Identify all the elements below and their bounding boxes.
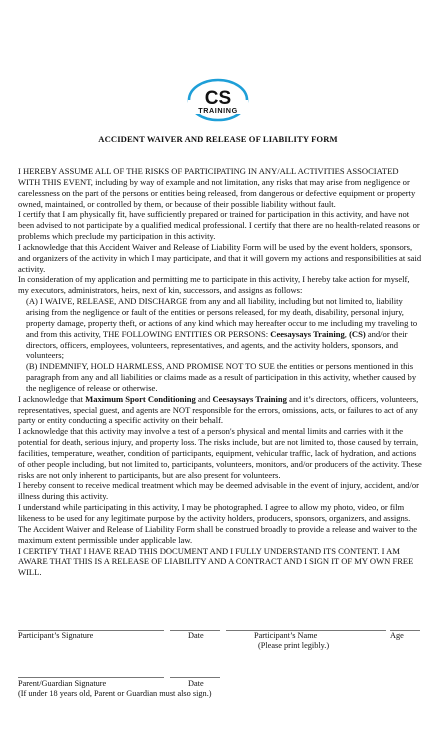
- guardian-note: (If under 18 years old, Parent or Guardian must also sign.): [18, 689, 212, 698]
- guardian-signature-label: Parent/Guardian Signature: [18, 679, 107, 688]
- clause-a-rest: and/or their directors, officers, employees, volunteers, representatives, and agents, and the activity holders, sponsors, and volunteers;: [26, 328, 408, 361]
- waiver-body: [18, 166, 422, 578]
- entity-name: Ceesaysays Training: [270, 328, 345, 339]
- logo-letters: CS: [204, 88, 232, 109]
- participant-signature-label: Participant’s Signature: [18, 631, 94, 640]
- paragraph-not-responsible: [18, 394, 422, 427]
- participant-name-label: Participant’s Name: [254, 631, 318, 640]
- logo-word: TRAINING: [198, 106, 238, 115]
- date-label-2: Date: [188, 679, 204, 688]
- paragraph-medical: I hereby consent to receive medical treatment which may be deemed advisable in the event of injury, accident, and/or illness during this activity.: [18, 480, 419, 502]
- guardian-signature-line[interactable]: [18, 677, 164, 678]
- p5-org2: Ceesaysays Training: [212, 393, 287, 404]
- date-line-2[interactable]: [170, 677, 220, 678]
- form-title: ACCIDENT WAIVER AND RELEASE OF LIABILITY FORM: [98, 134, 338, 144]
- p5-and: and: [195, 393, 213, 404]
- paragraph-construed: The Accident Waiver and Release of Liability Form shall be construed broadly to provide a release and waiver to the maximum extent permissible under applicable law.: [18, 523, 418, 545]
- cs-training-logo: [180, 70, 256, 124]
- paragraph-assume-risk: I HEREBY ASSUME ALL OF THE RISKS OF PARTICIPATING IN ANY/ALL ACTIVITIES ASSOCIATED WITH THIS EVENT, including by way of example and not limitation, any risks that may arise from negligence or carelessness on the part of the persons or entities being released, from dangerous or defective equipment or property owned, maintained, or controlled by them, or because of their possible liability without fault.: [18, 166, 416, 209]
- clause-b: (B) INDEMNIFY, HOLD HARMLESS, AND PROMISE NOT TO SUE the entities or persons mentioned in this paragraph from any and all liabilities or claims made as a result of participation in this activity, whether caused by the negligence of release or otherwise.: [26, 361, 417, 393]
- paragraph-consideration: In consideration of my application and permitting me to participate in this activity, I hereby take action for myself, my executors, administrators, heirs, next of kin, successors, and assigns as follows:: [18, 274, 410, 296]
- paragraph-fitness: I certify that I am physically fit, have sufficiently prepared or trained for participation in this activity, and have not been advised to not participate by a qualified medical professional. I certify that there are no health-related reasons or problems which preclude my participation in this activity.: [18, 209, 420, 242]
- clause-a: [18, 296, 422, 361]
- clause-a-sep: ,: [344, 328, 350, 339]
- p5-rest: and it’s directors, officers, volunteers, representatives, special guest, and agents are NOT responsible for the errors, omissions, acts, or failures to act of any party or entity conducting a specific activity on their behalf.: [18, 393, 419, 426]
- print-legibly-note: (Please print legibly.): [258, 641, 330, 650]
- age-label: Age: [390, 631, 404, 640]
- p5-start: I acknowledge that: [18, 393, 86, 404]
- paragraph-acknowledge-use: I acknowledge that this Accident Waiver and Release of Liability Form will be used by the event holders, sponsors, and organizers of the activity in which I may participate, and that it will govern my actions and responsibilities at said activity.: [18, 241, 422, 274]
- p5-org1: Maximum Sport Conditioning: [85, 393, 196, 404]
- paragraph-photo: I understand while participating in this activity, I may be photographed. I agree to allow my photo, video, or film likeness to be used for any legitimate purpose by the activity holders, producers, sponsors, organizers, and assigns.: [18, 502, 411, 523]
- clause-a-text: (A) I WAIVE, RELEASE, AND DISCHARGE from any and all liability, including but not limited to, liability arising from the negligence or fault of the entities or persons released, for my death, disability, personal injury, property damage, property theft, or actions of any kind which may hereafter occur to me including my traveling to and from this activity, THE FOLLOWING ENTITIES OR PERSONS:: [26, 296, 418, 339]
- entity-abbr: (CS): [349, 328, 366, 339]
- paragraph-certify: I CERTIFY THAT I HAVE READ THIS DOCUMENT AND I FULLY UNDERSTAND ITS CONTENT. I AM AWARE THAT THIS IS A RELEASE OF LIABILITY AND A CONTRACT AND I SIGN IT OF MY OWN FREE WILL.: [18, 545, 414, 578]
- paragraph-risks: I acknowledge that this activity may involve a test of a person's physical and mental limits and carries with it the potential for death, serious injury, and property loss. The risks include, but are not limited to, those caused by terrain, facilities, temperature, weather, condition of participants, equipment, vehicular traffic, lack of hydration, and actions of other people including, but not limited to, participants, volunteers, monitors, and/or producers of the activity. These risks are not only inherent to participants, but are also present for volunteers.: [18, 426, 422, 480]
- date-label-1: Date: [188, 631, 204, 640]
